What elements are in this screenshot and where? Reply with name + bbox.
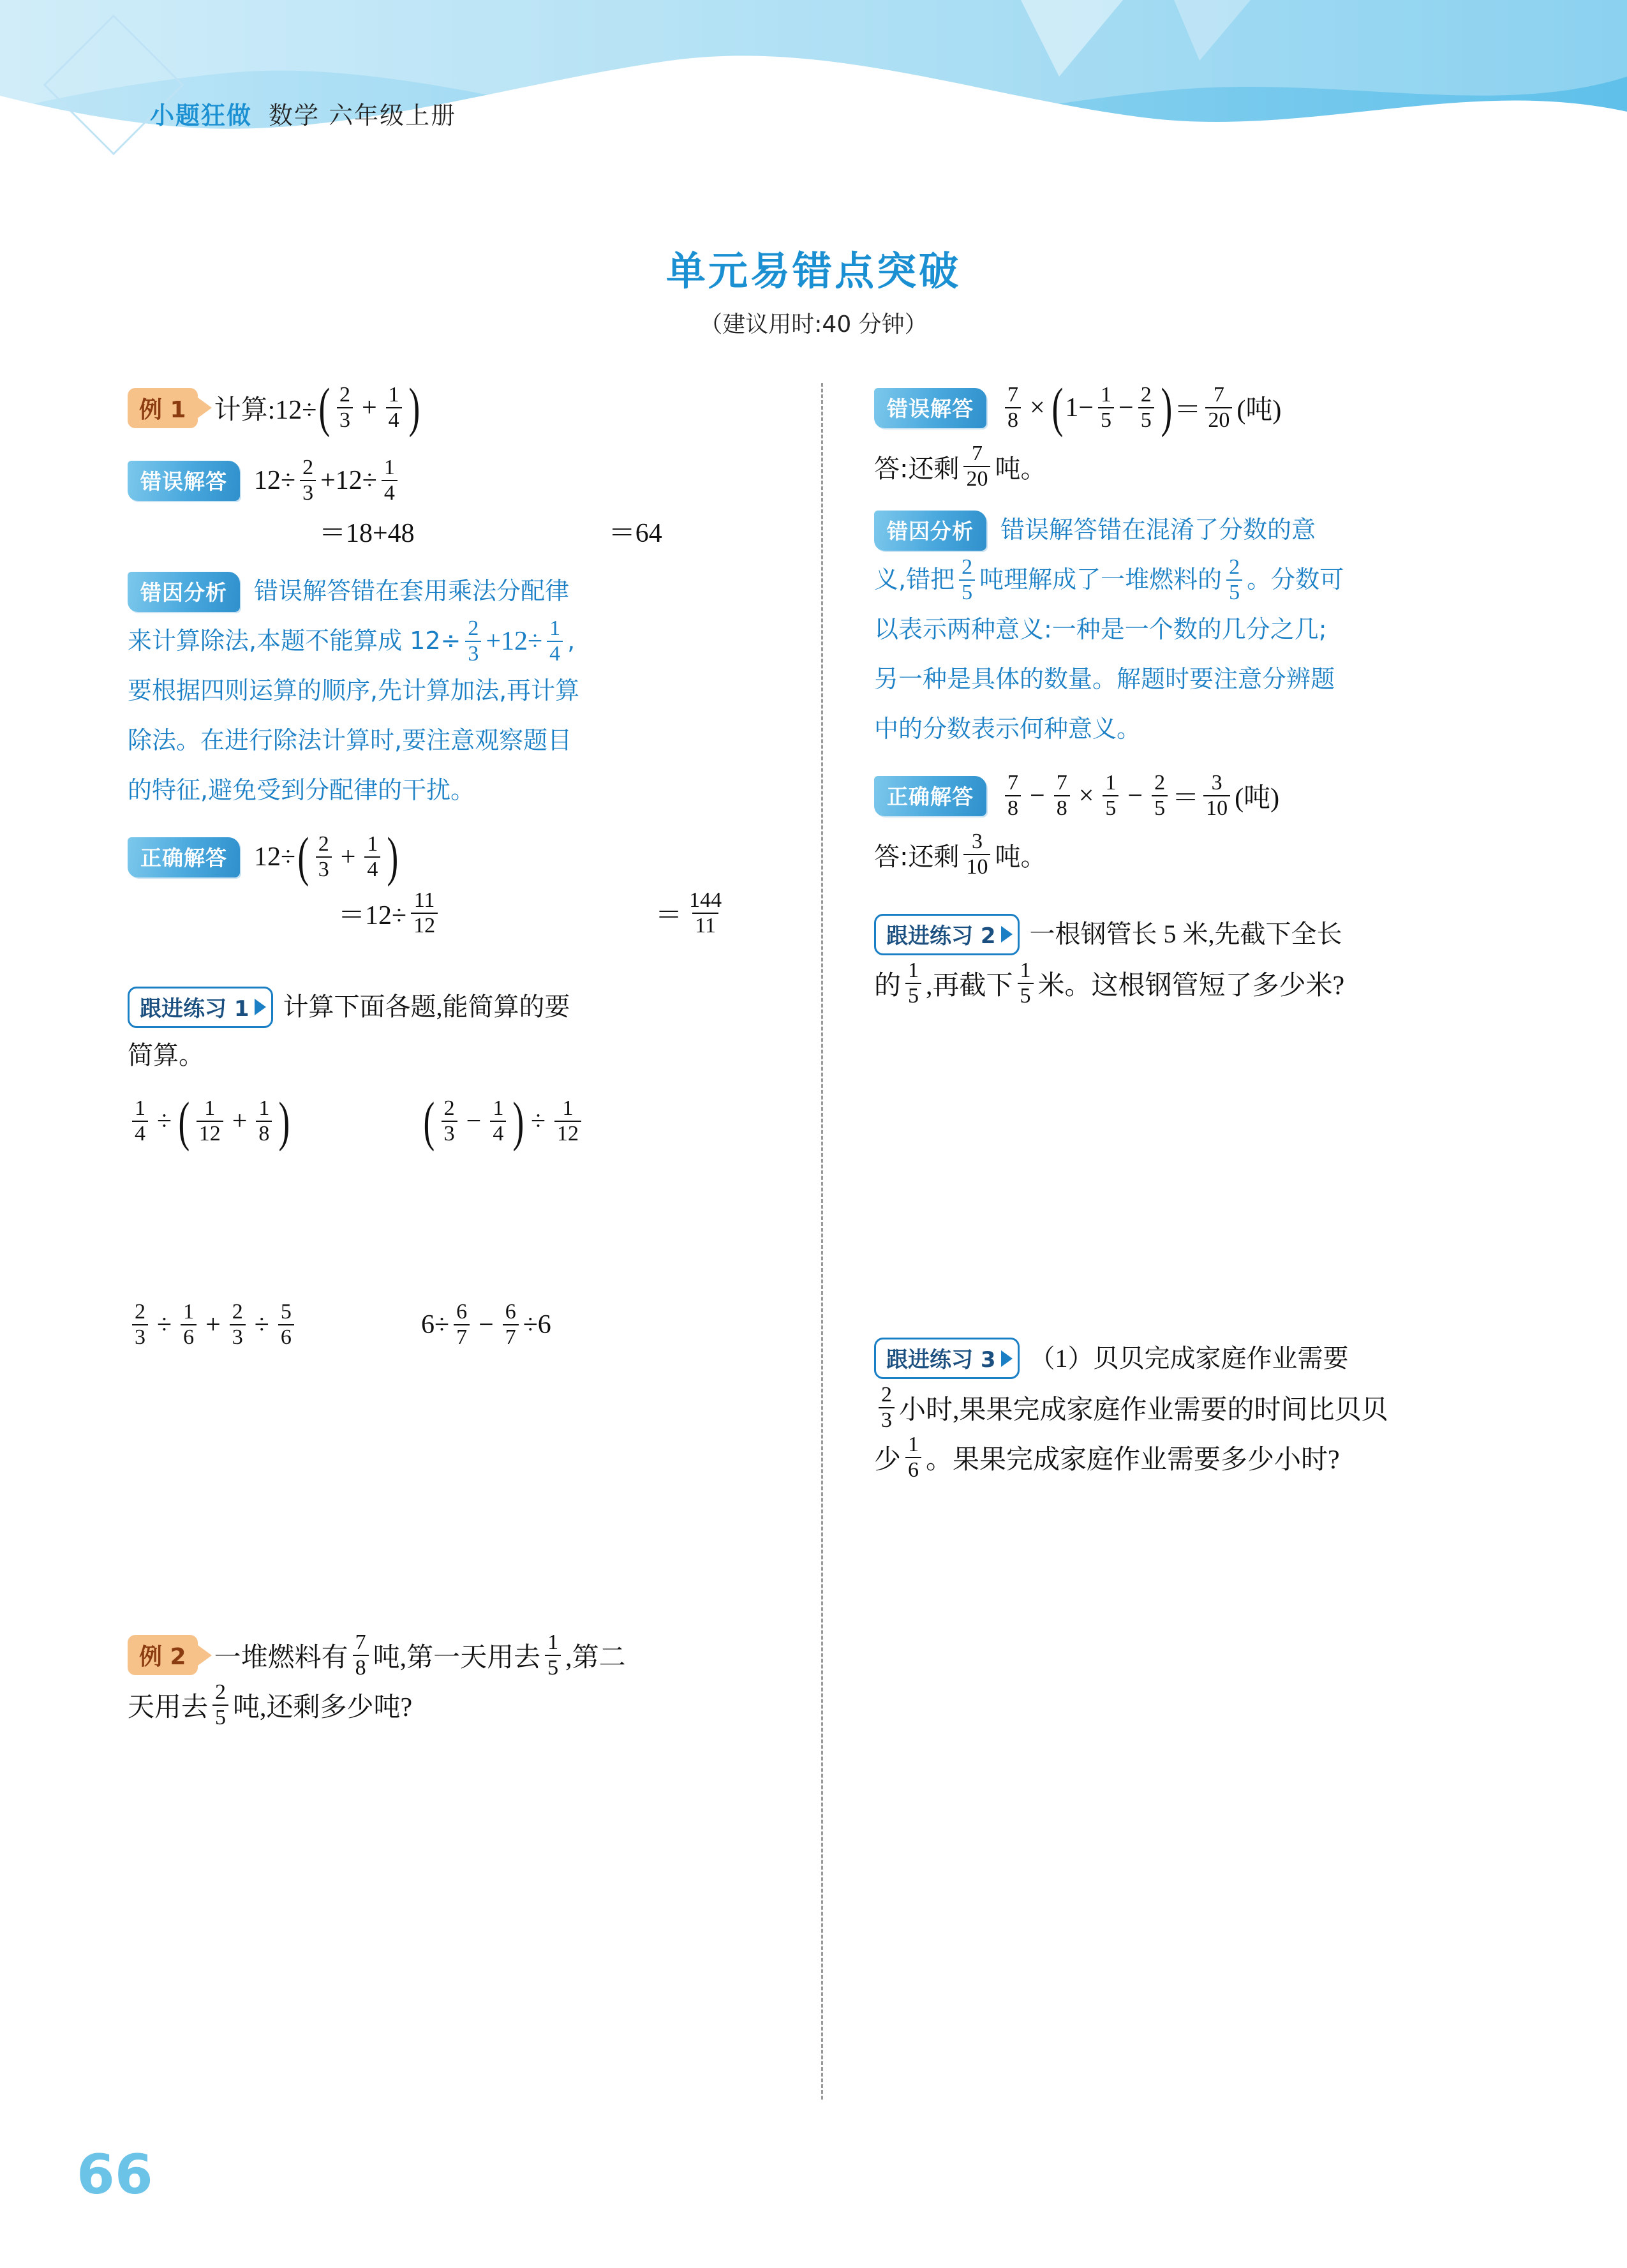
content-columns [128, 377, 1519, 2106]
paren-close: ) [1161, 377, 1172, 438]
fraction: $\frac{7}{8}$ [1005, 771, 1021, 821]
fraction: $\frac{6}{7}$ [503, 1300, 519, 1350]
analysis-text-6: 的特征,避免受到分配律的干扰。 [128, 776, 475, 805]
fraction: $\frac{1}{6}$ [905, 1433, 921, 1482]
analysis-text-2: 来计算除法,本题不能算成 12÷ [128, 627, 461, 655]
fraction: $\frac{7}{20}$ [1205, 383, 1232, 433]
example2-wrong-expression: $\frac{7}{8}$ × ( 1− $\frac{1}{5}$ − $\frac{2}{5}$ ) ＝ $\frac{7}{20}$ (吨) [1000, 383, 1281, 433]
wrong-answer-line1: 12÷ $\frac{2}{3}$ +12÷ $\frac{1}{4}$ [254, 456, 402, 505]
fraction: $\frac{2}{3}$ [879, 1383, 895, 1433]
fraction: $\frac{1}{12}$ [554, 1096, 581, 1146]
analysis-inline-math: $\frac{2}{3}$ +12÷ $\frac{1}{4}$ [461, 616, 567, 666]
analysis2-text-1: 错误解答错在混淆了分数的意 [1000, 516, 1316, 544]
fraction: $\frac{1}{5}$ [545, 1630, 561, 1680]
practice1-heading [128, 983, 772, 1031]
paren-close: ) [387, 826, 399, 888]
practice2-text-1: 一根钢管长 5 米,先截下全长 [1029, 920, 1342, 949]
page-subtitle: （建议用时:40 分钟） [699, 311, 928, 338]
fraction: $\frac{3}{10}$ [963, 830, 990, 879]
fraction: $\frac{2}{5}$ [1152, 771, 1168, 821]
practice1-q4: 6÷ $\frac{6}{7}$ − $\frac{6}{7}$ ÷6 [421, 1299, 551, 1349]
correct-answer-tag: 正确解答 [128, 837, 240, 877]
fraction: $\frac{2}{5}$ [212, 1680, 228, 1730]
example2-correct-expression: $\frac{7}{8}$ − $\frac{7}{8}$ × $\frac{1}{5}$ − $\frac{2}{5}$ ＝ $\frac{3}{10}$ (吨) [1000, 771, 1279, 821]
practice3-text-1: （1）贝贝完成家庭作业需要 [1029, 1343, 1349, 1373]
fraction: $\frac{2}{3}$ [316, 832, 332, 882]
fraction: $\frac{5}{6}$ [278, 1300, 294, 1350]
practice1-tag: 跟进练习 1 [128, 987, 273, 1028]
fraction: $\frac{2}{3}$ [132, 1300, 148, 1350]
practice1-row1 [128, 1090, 772, 1152]
fraction: $\frac{7}{8}$ [1005, 383, 1021, 433]
practice2-work-space [874, 1009, 1519, 1290]
fraction: $\frac{2}{3}$ [300, 456, 316, 505]
wrong-answer-line2: ＝18+48 [319, 519, 415, 549]
fraction: $\frac{7}{8}$ [1054, 771, 1070, 821]
fraction: $\frac{2}{5}$ [1138, 383, 1154, 433]
analysis2-text-5: 以表示两种意义:一种是一个数的几分之几; [874, 615, 1327, 644]
book-series-label: 小题狂做 [150, 101, 253, 130]
fraction: $\frac{1}{5}$ [1098, 383, 1114, 433]
paren-close: ) [278, 1090, 290, 1152]
paren-open: ( [297, 826, 309, 888]
analysis-text-4: 要根据四则运算的顺序,先计算加法,再计算 [128, 676, 580, 705]
example1-wrong-answer [128, 456, 772, 505]
analysis2-inline-math-2 [1222, 555, 1247, 605]
practice1-text-2: 简算。 [128, 1041, 204, 1070]
page-number: 66 [77, 2143, 153, 2207]
example1-prompt: 计算:12÷ ( $\frac{2}{3}$ + $\frac{1}{4}$ ) [214, 377, 420, 438]
paren-open: ( [1051, 377, 1063, 438]
paren-close: ) [512, 1090, 524, 1152]
paren-close: ) [408, 377, 420, 438]
right-column [874, 377, 1519, 1482]
practice1-q2: ( $\frac{2}{3}$ − $\frac{1}{4}$ ) ÷ $\frac{1}{12}$ [421, 1096, 586, 1146]
correct-answer-line1: 12÷ ( $\frac{2}{3}$ + $\frac{1}{4}$ ) [254, 826, 399, 888]
example1-tag: 例 1 [128, 388, 198, 428]
example1-correct-answer [128, 826, 772, 888]
fraction: $\frac{6}{7}$ [454, 1300, 470, 1350]
example2-correct-answer [874, 771, 1519, 821]
practice1-row2 [128, 1300, 772, 1350]
left-column [128, 377, 772, 1730]
example2-prompt-line1: 一堆燃料有 $\frac{7}{8}$ 吨,第一天用去 $\frac{1}{5}$ ,第二 [214, 1630, 626, 1680]
practice2-tag: 跟进练习 2 [874, 914, 1020, 955]
paren-open: ( [178, 1090, 190, 1152]
correct-answer-line2: ＝12÷ $\frac{11}{12}$ [128, 888, 442, 938]
analysis2-text-2: 义,错把 [874, 565, 955, 594]
practice1-q3: $\frac{2}{3}$ ÷ $\frac{1}{6}$ + $\frac{2}{3}$ ÷ $\frac{5}{6}$ [128, 1300, 421, 1350]
fraction: $\frac{1}{5}$ [905, 959, 921, 1008]
fraction: $\frac{3}{10}$ [1203, 771, 1230, 821]
fraction: $\frac{1}{12}$ [197, 1096, 223, 1146]
example2-prompt-line2: 天用去 $\frac{2}{5}$ 吨,还剩多少吨? [128, 1680, 413, 1729]
page-title: 单元易错点突破 [665, 248, 961, 294]
fraction: $\frac{2}{5}$ [1226, 555, 1242, 605]
fraction: $\frac{1}{4}$ [490, 1096, 506, 1146]
analysis2-text-3: 吨理解成了一堆燃料的 [979, 565, 1222, 594]
wrong-answer-tag: 错误解答 [874, 388, 986, 428]
wrong-answer-tag: 错误解答 [128, 461, 240, 501]
example2-heading [128, 1630, 772, 1680]
practice1-q1: $\frac{1}{4}$ ÷ ( $\frac{1}{12}$ + $\frac{1}{8}$ ) [128, 1096, 421, 1146]
book-subject-label: 数学 六年级上册 [269, 101, 457, 130]
practice1-text-1: 计算下面各题,能简算的要 [283, 992, 570, 1022]
fraction: $\frac{1}{5}$ [1018, 959, 1034, 1008]
practice1-work-space-2 [128, 1350, 772, 1630]
fraction: $\frac{2}{5}$ [959, 555, 975, 605]
practice3-heading [874, 1334, 1519, 1383]
fraction: $\frac{2}{3}$ [465, 616, 481, 666]
analysis-text-1: 错误解答错在套用乘法分配律 [254, 577, 570, 606]
fraction: $\frac{1}{5}$ [1103, 771, 1118, 821]
fraction: $\frac{1}{4}$ [547, 616, 563, 666]
example2-error-analysis [874, 505, 1519, 754]
error-analysis-tag: 错因分析 [874, 511, 986, 551]
error-analysis-tag: 错因分析 [128, 572, 240, 612]
fraction: $\frac{2}{3}$ [337, 383, 353, 433]
fraction: $\frac{1}{4}$ [132, 1096, 148, 1146]
fraction: $\frac{2}{3}$ [230, 1300, 246, 1350]
fraction: $\frac{1}{8}$ [256, 1096, 272, 1146]
analysis2-inline-math-1 [955, 555, 979, 605]
fraction: $\frac{144}{11}$ [689, 888, 722, 938]
fraction: $\frac{2}{3}$ [442, 1096, 457, 1146]
practice3-text-3: 少 $\frac{1}{6}$ 。果果完成家庭作业需要多少小时? [874, 1432, 1340, 1482]
analysis2-text-4: 。分数可 [1247, 565, 1344, 594]
analysis2-text-7: 中的分数表示何种意义。 [874, 715, 1141, 743]
fraction: $\frac{1}{4}$ [386, 383, 402, 433]
practice2-heading [874, 910, 1519, 959]
practice3-tag: 跟进练习 3 [874, 1338, 1020, 1379]
analysis-text-3: , [567, 627, 576, 655]
fraction: $\frac{1}{4}$ [382, 456, 397, 505]
wrong-answer-line3: ＝64 [608, 519, 662, 549]
paren-open: ( [318, 377, 331, 438]
example2-wrong-answer-statement: 答:还剩 $\frac{7}{20}$ 吨。 [874, 442, 1046, 491]
fraction: $\frac{1}{4}$ [364, 832, 380, 882]
fraction: $\frac{11}{12}$ [411, 888, 438, 938]
example2-correct-answer-statement: 答:还剩 $\frac{3}{10}$ 吨。 [874, 830, 1046, 879]
correct-answer-line3: ＝ $\frac{144}{11}$ [445, 888, 729, 938]
fraction: $\frac{1}{6}$ [181, 1300, 197, 1350]
book-header [150, 96, 456, 131]
example2-tag: 例 2 [128, 1635, 198, 1675]
analysis2-text-6: 另一种是具体的数量。解题时要注意分辨题 [874, 665, 1335, 694]
paren-open: ( [423, 1090, 435, 1152]
example1-error-analysis [128, 567, 772, 816]
example2-wrong-answer [874, 377, 1519, 438]
fraction: $\frac{7}{20}$ [963, 442, 990, 491]
analysis-text-5: 除法。在进行除法计算时,要注意观察题目 [128, 726, 572, 755]
practice2-text-2: 的 $\frac{1}{5}$ ,再截下 $\frac{1}{5}$ 米。这根钢管短了多少米? [874, 959, 1345, 1008]
correct-answer-tag: 正确解答 [874, 776, 986, 816]
example1-heading [128, 377, 772, 438]
practice3-text-2: $\frac{2}{3}$ 小时,果果完成家庭作业需要的时间比贝贝 [874, 1383, 1388, 1433]
practice1-work-space-1 [128, 1147, 772, 1300]
column-divider [821, 383, 823, 2100]
fraction: $\frac{7}{8}$ [353, 1630, 369, 1680]
